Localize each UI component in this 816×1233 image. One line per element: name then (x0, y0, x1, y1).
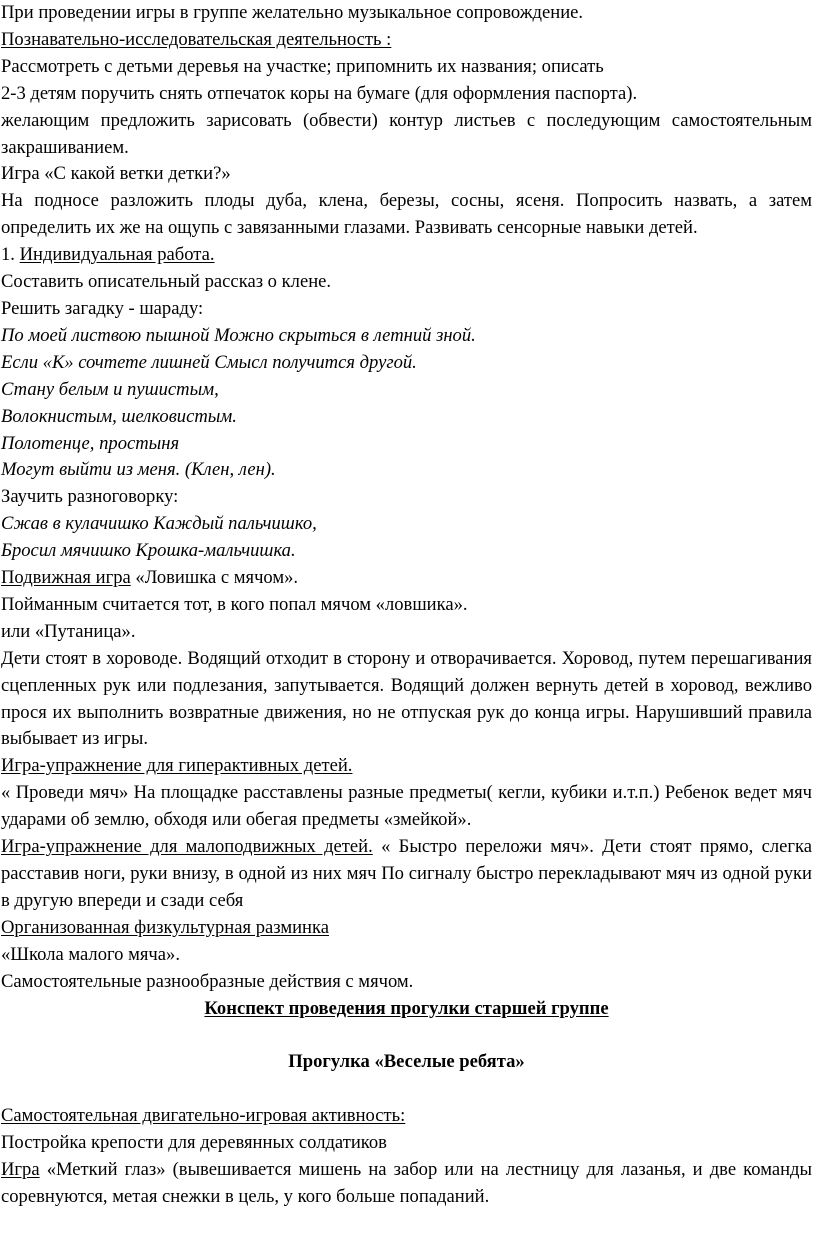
spacer (1, 1076, 812, 1103)
game-name: «Ловишка с мячом». (130, 567, 299, 589)
text-line: 2-3 детям поручить снять отпечаток коры на бумаге (для оформления паспорта). (1, 82, 638, 104)
text-line: Рассмотреть с детьми деревья на участке; припомнить их названия; описать (1, 55, 604, 77)
paragraph: « Проведи мяч» На площадке расставлены разные предметы( кегли, кубики и.т.п.) Ребенок ведет мяч ударами об землю, обходя или обегая предметы «змейкой». (1, 782, 812, 831)
section-heading: Игра-упражнение для малоподвижных детей. (1, 836, 373, 858)
paragraph (1, 1157, 812, 1211)
paragraph: На подносе разложить плоды дуба, клена, березы, сосны, ясеня. Попросить назвать, а затем определить их же на ощупь с завязанными глазами. Развивать сенсорные навыки детей. (1, 190, 812, 239)
list-number: 1. (1, 244, 20, 266)
document-page (1, 0, 812, 1211)
poem-line: Могут выйти из меня. (Клен, лен). (1, 459, 276, 481)
poem-line: Волокнистым, шелковистым. (1, 405, 237, 427)
text-line: При проведении игры в группе желательно музыкальное сопровождение. (1, 2, 584, 23)
document-title: Конспект проведения прогулки старшей группе (204, 997, 609, 1019)
poem-line: Стану белым и пушистым, (1, 378, 219, 400)
section-heading: Организованная физкультурная разминка (1, 916, 330, 938)
text-line: Пойманным считается тот, в кого попал мячом «ловшика». (1, 593, 468, 615)
paragraph: Дети стоят в хороводе. Водящий отходит в сторону и отворачивается. Хоровод, путем перешагивания сцепленных рук или подлезания, запутывается. Водящий должен вернуть детей в хоровод, вежливо прося их выполнить возвратные движения, но не отпуская рук до конца игры. Нарушивший правила выбывает из игры. (1, 647, 812, 750)
numbered-heading (1, 242, 812, 269)
paragraph-text: «Меткий глаз» (вывешивается мишень на забор или на лестницу для лазанья, и две команды соревнуются, метая снежки в цель, у кого больше попаданий. (1, 1158, 812, 1207)
spacer (1, 1022, 812, 1049)
walk-title: Прогулка «Веселые ребята» (288, 1051, 525, 1073)
paragraph (1, 834, 812, 915)
section-heading: Игра-упражнение для гиперактивных детей. (1, 755, 353, 777)
paragraph-text: « Быстро переложи мяч». Дети стоят прямо, слегка расставив ноги, руки внизу, в одной из них мяч По сигналу быстро перекладывают мяч из одной руки в другую впереди и сзади себя (1, 836, 812, 911)
poem-line: Сжав в кулачишко Каждый пальчишко, (1, 513, 317, 535)
text-line: «Школа малого мяча». (1, 943, 180, 965)
game-title: Игра «С какой ветки детки?» (1, 163, 231, 185)
poem-line: По моей листвою пышной Можно скрыться в летний зной. (1, 324, 476, 346)
poem-line: Если «К» сочтете лишней Смысл получится другой. (1, 351, 417, 373)
text-line: Самостоятельные разнообразные действия с мячом. (1, 970, 414, 992)
poem-line: Бросил мячишко Крошка-мальчишка. (1, 540, 296, 562)
text-line: Составить описательный рассказ о клене. (1, 271, 332, 293)
text-line: Постройка крепости для деревянных солдатиков (1, 1132, 387, 1154)
section-heading: Познавательно-исследовательская деятельность : (1, 28, 392, 50)
poem-line: Полотенце, простыня (1, 432, 180, 454)
game-line (1, 565, 812, 592)
text-line: Заучить разноговорку: (1, 486, 179, 508)
section-heading: Подвижная игра (1, 567, 131, 589)
section-heading: Игра (1, 1158, 40, 1180)
paragraph: желающим предложить зарисовать (обвести) контур листьев с последующим самостоятельным закрашиванием. (1, 109, 812, 158)
section-heading: Индивидуальная работа. (19, 244, 215, 266)
section-heading: Самостоятельная двигательно-игровая активность: (1, 1105, 406, 1127)
text-line: Решить загадку - шараду: (1, 297, 204, 319)
text-line: или «Путаница». (1, 620, 136, 642)
